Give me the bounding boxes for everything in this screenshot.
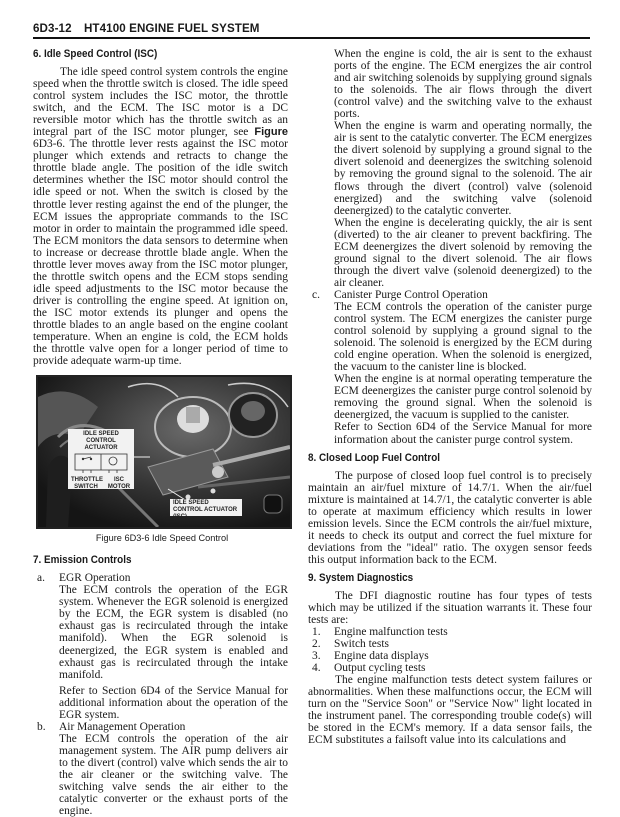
list-item	[308, 650, 592, 662]
list-item	[308, 638, 592, 650]
section-7-heading: 7. Emission Controls	[33, 554, 132, 567]
section-6-heading: 6. Idle Speed Control (ISC)	[33, 48, 158, 60]
subsection-canister-purge	[308, 289, 592, 446]
air-management-paragraph-4: When the engine is decelerating quickly, the air is sent (diverted) to the air cleaner to prevent backfiring. The ECM deenergizes the divert solenoid by removing the ground signal to the divert solenoid. The air flows through the divert valve (solenoid deenergized) to the air cleaner.	[334, 216, 592, 289]
figure-reference-link[interactable]: Figure	[254, 126, 288, 139]
list-label: Engine malfunction tests	[334, 626, 448, 639]
list-label: Engine data displays	[334, 650, 429, 663]
subsection-egr	[33, 572, 288, 721]
callout-isc-motor: ISC MOTOR	[107, 477, 131, 491]
section-6-text-a: The idle speed control system controls the engine speed when the throttle switch is closed. The idle speed control system includes the ISC motor, the throttle switch, and the ECM. The ISC motor is a DC reversible motor which has the throttle switch as an integral part of the ISC motor plunger, see	[33, 66, 288, 139]
subsection-c-label: c.	[312, 288, 320, 301]
figure-caption: Figure 6D3-6 Idle Speed Control	[95, 533, 229, 544]
section-8-paragraph: The purpose of closed loop fuel control is to precisely maintain an air/fuel mixture of 14.7/1. When the air/fuel mixture is maintained at 14.7/1, the catalytic converter is able to operate at maximum efficiency which results in lower emission levels. Since the ECM controls the air/fuel mixture, it needs to check its output and correct the fuel mixture for deviations from the "ideal" ratio. The oxygen sensor feeds this output information back to the ECM.	[308, 469, 592, 566]
left-column	[33, 48, 288, 817]
air-management-paragraph-1: The ECM controls the operation of the air management system. The AIR pump delivers air to the divert (control) valve which sends the air to the air cleaner or the switching valve. The switching valve sends the air either to the catalytic converter or the exhaust ports of the engine.	[59, 732, 288, 817]
canister-purge-paragraph-2: When the engine is at normal operating temperature the ECM deenergizes the canister purge control solenoid by removing the ground signal. When the solenoid is deenergized, the vacuum is supplied to the canister.	[334, 373, 592, 422]
callout-isc-actuator	[170, 499, 242, 521]
subsection-b-label: b.	[37, 720, 46, 733]
air-management-paragraph-3: When the engine is warm and operating normally, the air is sent to the catalytic converter. The ECM energizes the divert solenoid by supplying a ground signal to the divert solenoid and deenergizes the switching solenoid by removing the ground signal to the solenoid. The air flows through the divert (control) valve (solenoid energized) and the switching valve (solenoid deenergized) to the catalytic converter.	[334, 120, 592, 217]
air-management-title: Air Management Operation	[59, 720, 186, 733]
callout-throttle-switch: THROTTLE SWITCH	[71, 477, 103, 491]
air-management-paragraph-2: When the engine is cold, the air is sent to the exhaust ports of the engine. The ECM energizes the air control and air switching solenoids by supplying ground signals to the solenoids. The air flows through the divert (control valve) and the switching valve to the exhaust ports.	[334, 48, 592, 121]
list-item	[308, 626, 592, 638]
section-9-paragraph-2: The engine malfunction tests detect system failures or abnormalities. When these malfunctions occur, the ECM will turn on the "Service Soon" or "Service Now" light located in the instrument panel. The corresponding trouble code(s) will be stored in the ECM's memory. If a data sensor fails, the ECM substitutes a failsoft value into its calculations and	[308, 674, 592, 747]
subsection-air-management-continued	[308, 48, 592, 289]
callout-actuator-title: IDLE SPEED CONTROL ACTUATOR	[83, 431, 119, 452]
section-6-text-b: 6D3-6. The throttle lever rests against the ISC motor plunger which extends and retracts to change the throttle blade angle. The position of the idle switch determines whether the ISC motor should control the idle speed or not. When the switch is closed by the throttle lever resting against the end of the plunger, the ECM issues the appropriate commands to the ISC motor in order to maintain the programmed idle speed. The ECM monitors the data sensors to determine when to increase or decrease throttle blade angle. When the throttle lever moves away from the ISC motor plunger, the throttle switch opens and the ECM stops sending idle speed adjustments to the ISC motor because the driver is controlling the engine speed. At ignition on, the ISC motor extends its plunger and opens the throttle blades to an angle based on the engine coolant temperature. When an engine is cold, the ECM holds the throttle valve open for a longer period of time to provide adequate warm-up time.	[33, 138, 288, 368]
subsection-a-label: a.	[37, 572, 45, 585]
list-number: 2.	[312, 638, 321, 651]
figure-6d3-6-photo	[36, 375, 292, 529]
list-number: 1.	[312, 626, 321, 639]
callout-actuator-schematic	[68, 429, 134, 489]
canister-purge-title: Canister Purge Control Operation	[334, 288, 488, 301]
page-header	[33, 22, 590, 38]
list-number: 3.	[312, 650, 321, 663]
canister-purge-paragraph-3: Refer to Section 6D4 of the Service Manual for more information about the canister purge control system.	[334, 421, 592, 446]
page-number: 6D3-12	[33, 22, 72, 35]
egr-title: EGR Operation	[59, 572, 131, 585]
list-number: 4.	[312, 662, 321, 675]
header-rule	[33, 37, 590, 39]
section-8-heading: 8. Closed Loop Fuel Control	[308, 451, 441, 464]
chapter-title: HT4100 ENGINE FUEL SYSTEM	[83, 22, 260, 35]
list-label: Switch tests	[334, 638, 389, 651]
egr-paragraph-1: The ECM controls the operation of the EGR system. Whenever the EGR solenoid is energized by the ECM, the EGR system is disabled (no exhaust gas is recirculated through the intake manifold). When the EGR solenoid is deenergized, the EGR system is enabled and exhaust gas is recirculated through the intake manifold.	[59, 584, 288, 681]
right-column	[308, 48, 592, 747]
egr-paragraph-2: Refer to Section 6D4 of the Service Manual for additional information about the operation of the EGR system.	[59, 684, 288, 721]
section-9-heading: 9. System Diagnostics	[308, 571, 414, 584]
canister-purge-paragraph-1: The ECM controls the operation of the canister purge control system. The ECM energizes the canister purge control solenoid by supplying a ground signal to the solenoid. The solenoid is energized by the ECM during cold engine operation. When the solenoid is energized, the vacuum to the canister line is blocked.	[334, 300, 592, 374]
callout-isc-label: IDLE SPEED CONTROL ACTUATOR (ISC)	[173, 500, 238, 521]
section-6-paragraph	[33, 66, 288, 367]
actuator-schematic-icon	[71, 452, 131, 474]
list-label: Output cycling tests	[334, 662, 426, 675]
list-item	[308, 662, 592, 674]
diagnostic-tests-list	[308, 626, 592, 674]
section-9-intro: The DFI diagnostic routine has four types of tests which may be utilized if the situation warrants it. These four tests are:	[308, 589, 592, 627]
